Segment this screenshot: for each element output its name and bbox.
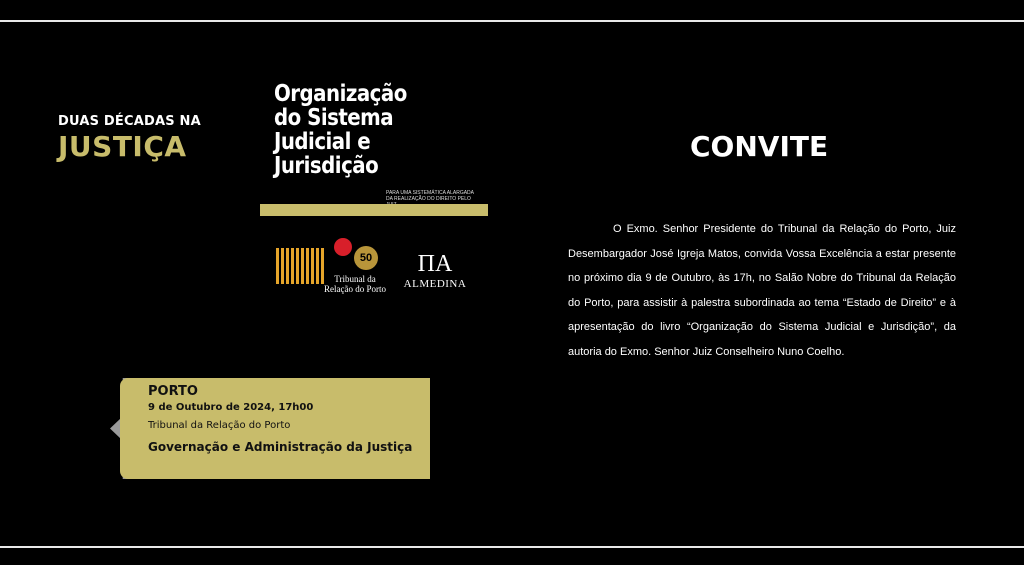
invitation-text: O Exmo. Senhor Presidente do Tribunal da Relação do Porto, Juiz Desembargador José Igreja Matos, convida Vossa Excelência a estar presente no próximo dia 9 de Outubro, às 17h, no Salão Nobre do Tribunal da Relação do Porto, para assistir à palestra subordinada ao tema “Estado de Direito” e à apresentação do livro “Organização do Sistema Judicial e Jurisdição”, da autoria do Exmo. Senhor Juiz Conselheiro Nuno Coelho.	[568, 223, 956, 358]
event-date: 9 de Outubro de 2024, 17h00	[148, 402, 314, 413]
book-title	[274, 82, 455, 178]
almedina-name: ALMEDINA	[403, 278, 467, 290]
invitation-heading: CONVITE	[690, 130, 829, 163]
columns-icon	[276, 248, 326, 289]
event-city: PORTO	[148, 384, 198, 399]
banner-line-2: JUSTIÇA	[58, 130, 187, 163]
book-gold-bar	[260, 204, 488, 216]
event-topic: Governação e Administração da Justiça	[148, 440, 413, 454]
book-title-line: do Sistema	[274, 105, 394, 131]
book-subtitle: PARA UMA SISTEMÁTICA ALARGADA DA REALIZAÇÃO DO DIREITO PELO	[386, 190, 474, 202]
anniversary-badge: 50	[354, 246, 378, 270]
almedina-logo	[402, 252, 468, 290]
banner-line-1: DUAS DÉCADAS NA	[58, 114, 201, 129]
carnation-icon	[334, 238, 352, 256]
book-title-line: Jurisdição	[274, 153, 379, 179]
book-title-line: Organização	[274, 81, 407, 107]
bottom-divider	[0, 546, 1024, 548]
book-cover-title	[274, 81, 484, 202]
top-divider	[0, 20, 1024, 22]
event-venue: Tribunal da Relação do Porto	[148, 420, 291, 431]
banner	[58, 114, 201, 163]
event-info-card	[110, 378, 430, 479]
tribunal-logo-text: Tribunal da Relação do Porto	[324, 274, 386, 294]
almedina-mark-icon: ΠA	[417, 251, 453, 277]
tribunal-logo	[276, 238, 386, 298]
book-title-line: Judicial e	[274, 129, 371, 155]
